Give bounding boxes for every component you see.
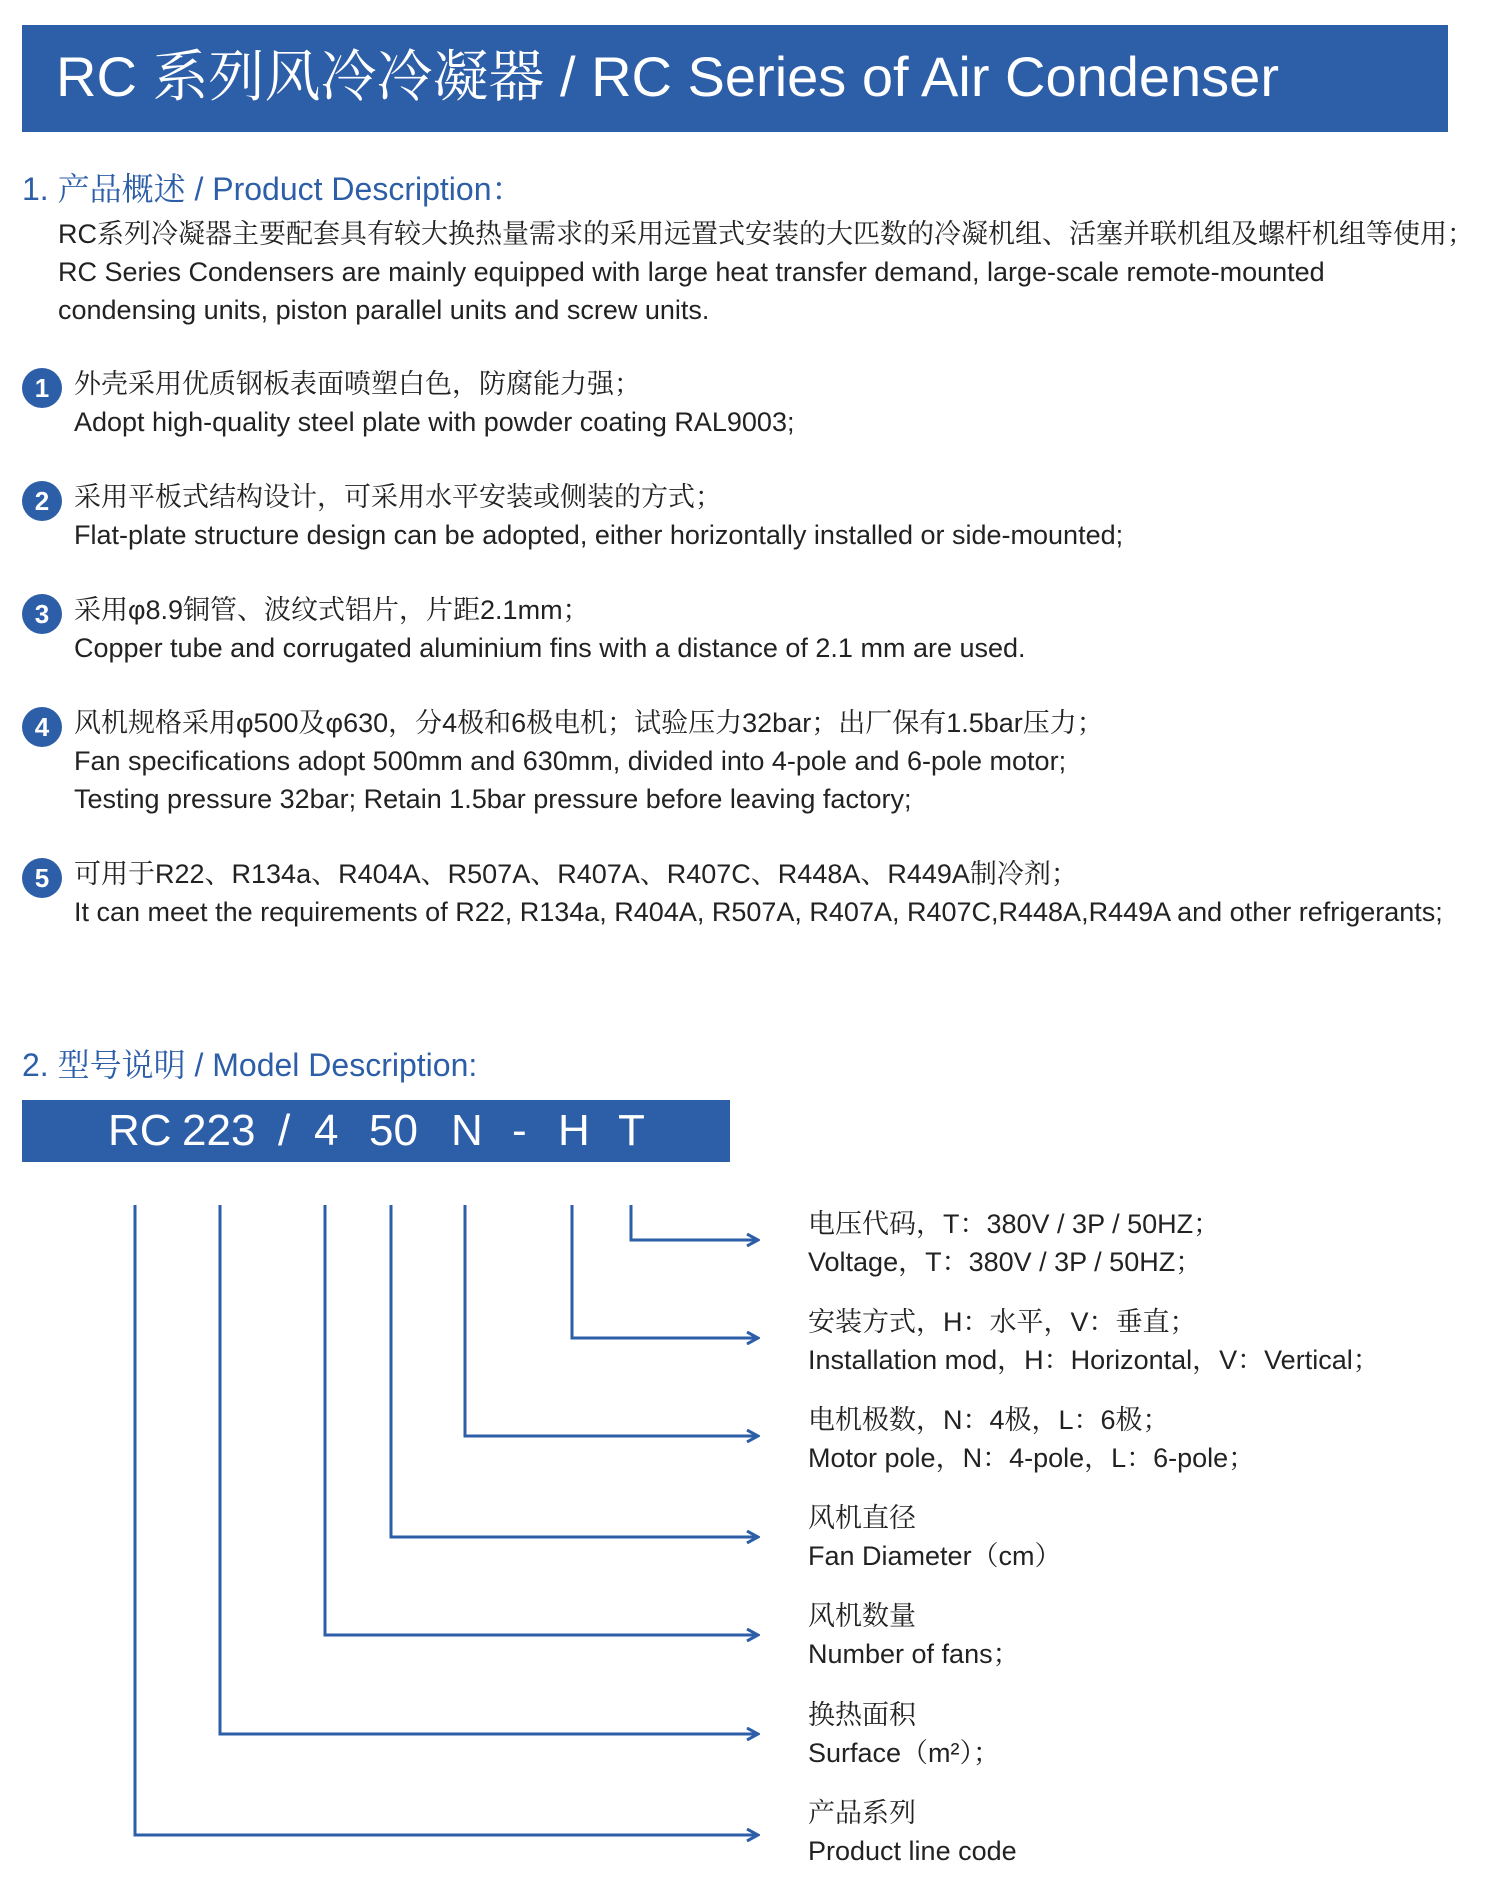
desc-fan-count-en: Number of fans；: [808, 1639, 1020, 1669]
model-code-surface: 223: [182, 1106, 256, 1155]
product-description-heading: 1. 产品概述 / Product Description：: [22, 171, 524, 207]
feature-number-badge: 3: [22, 594, 62, 634]
model-code-fan-diameter: 50: [369, 1106, 418, 1155]
feature-text-en: Adopt high-quality steel plate with powder coating RAL9003;: [74, 407, 795, 437]
desc-motor-pole-zh: 电机极数，N：4极，L：6极；: [808, 1405, 1170, 1435]
feature-number-badge: 5: [22, 858, 62, 898]
feature-number-badge: 4: [22, 707, 62, 747]
feature-number-badge: 2: [22, 481, 62, 521]
model-code-slash: /: [278, 1106, 291, 1155]
feature-text-zh: 外壳采用优质钢板表面喷塑白色，防腐能力强；: [74, 369, 641, 399]
feature-text-zh: 风机规格采用φ500及φ630，分4极和6极电机；试验压力32bar；出厂保有1.5bar压力；: [74, 708, 1104, 738]
model-code-voltage: T: [618, 1106, 645, 1155]
desc-series-zh: 产品系列: [808, 1798, 916, 1828]
intro-line-zh: RC系列冷凝器主要配套具有较大换热量需求的采用远置式安装的大匹数的冷凝机组、活塞并联机组及螺杆机组等使用；: [58, 219, 1474, 249]
desc-voltage-en: Voltage，T：380V / 3P / 50HZ；: [808, 1247, 1203, 1277]
desc-fan-count-zh: 风机数量: [808, 1601, 916, 1631]
desc-fan-diameter-en: Fan Diameter（cm）: [808, 1541, 1062, 1571]
feature-text-en: Copper tube and corrugated aluminium fins with a distance of 2.1 mm are used.: [74, 633, 1026, 663]
model-code-series: RC: [108, 1106, 172, 1155]
desc-voltage-zh: 电压代码，T：380V / 3P / 50HZ；: [808, 1209, 1221, 1239]
page-title: RC 系列风冷冷凝器 / RC Series of Air Condenser: [56, 45, 1279, 108]
model-description-heading: 2. 型号说明 / Model Description:: [22, 1047, 478, 1083]
intro-line-en-1: RC Series Condensers are mainly equipped with large heat transfer demand, large-scale remote-mounted: [58, 257, 1325, 287]
intro-line-en-2: condensing units, piston parallel units and screw units.: [58, 295, 710, 325]
feature-text-zh: 采用φ8.9铜管、波纹式铝片，片距2.1mm；: [74, 595, 590, 625]
feature-text-en: It can meet the requirements of R22, R134a, R404A, R507A, R407A, R407C,R448A,R449A and other refrigerants;: [74, 897, 1443, 927]
feature-text-en-2: Testing pressure 32bar; Retain 1.5bar pressure before leaving factory;: [74, 784, 912, 814]
feature-text-en: Flat-plate structure design can be adopted, either horizontally installed or side-mounted;: [74, 520, 1124, 550]
feature-text-en-1: Fan specifications adopt 500mm and 630mm, divided into 4-pole and 6-pole motor;: [74, 746, 1067, 776]
connector-surface: [220, 1205, 758, 1734]
connector-installation: [572, 1205, 758, 1338]
connector-voltage: [631, 1205, 758, 1240]
connector-fan-diameter: [391, 1205, 758, 1537]
desc-installation-en: Installation mod，H：Horizontal，V：Vertical；: [808, 1345, 1380, 1375]
connector-series: [135, 1205, 758, 1835]
feature-number-badge: 1: [22, 368, 62, 408]
desc-surface-zh: 换热面积: [808, 1700, 916, 1730]
desc-fan-diameter-zh: 风机直径: [808, 1503, 916, 1533]
feature-text-zh: 采用平板式结构设计，可采用水平安装或侧装的方式；: [74, 482, 722, 512]
desc-motor-pole-en: Motor pole，N：4-pole，L：6-pole；: [808, 1443, 1256, 1473]
desc-installation-zh: 安装方式，H：水平，V：垂直；: [808, 1307, 1197, 1337]
desc-series-en: Product line code: [808, 1836, 1017, 1866]
model-code-dash: -: [512, 1106, 527, 1155]
model-code-fan-count: 4: [314, 1106, 339, 1155]
desc-surface-en: Surface（m²）；: [808, 1738, 1001, 1768]
model-code-motor-pole: N: [451, 1106, 483, 1155]
feature-text-zh: 可用于R22、R134a、R404A、R507A、R407A、R407C、R448A、R449A制冷剂；: [74, 859, 1078, 889]
model-code-installation: H: [558, 1106, 590, 1155]
